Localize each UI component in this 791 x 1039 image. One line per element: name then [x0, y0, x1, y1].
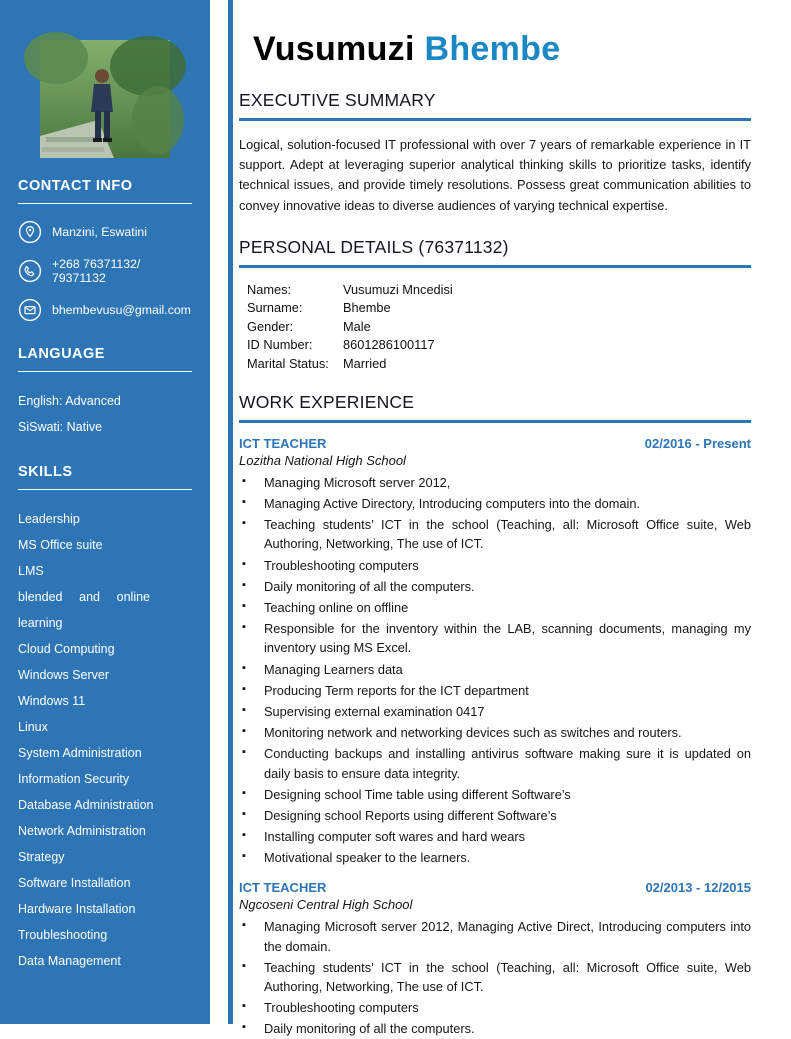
detail-label: Gender: — [247, 318, 294, 334]
list-item: Information Security — [18, 772, 130, 786]
skills-heading: SKILLS — [18, 464, 192, 490]
work-experience-heading: WORK EXPERIENCE — [239, 392, 751, 423]
job-header — [239, 436, 751, 451]
profile-photo-image — [40, 40, 170, 158]
job-bullet-list — [239, 917, 751, 1038]
table-row — [247, 356, 751, 371]
list-item: Data Management — [18, 954, 121, 968]
bullet-item: ▪ Managing Active Directory, Introducing computers into the domain. — [239, 494, 751, 513]
job-entry — [239, 880, 751, 1038]
detail-label: Marital Status: — [247, 355, 329, 371]
detail-value: Married — [343, 355, 387, 371]
list-item: Leadership — [18, 512, 80, 526]
bullet-item: ▪ Designing school Time table using different Software’s — [239, 785, 751, 804]
table-row — [247, 282, 751, 297]
detail-label: Surname: — [247, 300, 303, 316]
last-name: Bhembe — [424, 30, 561, 68]
bullet-item: ▪ Motivational speaker to the learners. — [239, 848, 751, 867]
list-item: Cloud Computing — [18, 642, 115, 656]
page-title — [239, 30, 751, 69]
detail-value: Bhembe — [343, 300, 391, 316]
job-dates: 02/2016 - Present — [644, 435, 751, 451]
table-row — [247, 337, 751, 352]
first-name: Vusumuzi — [253, 30, 415, 68]
detail-label: ID Number: — [247, 337, 313, 353]
detail-value: Vusumuzi Mncedisi — [343, 281, 453, 297]
list-item: Strategy — [18, 850, 65, 864]
contact-email-text: bhembevusu@gmail.com — [52, 303, 191, 317]
language-heading: LANGUAGE — [18, 346, 192, 372]
list-item: MS Office suite — [18, 538, 103, 552]
job-entry — [239, 436, 751, 868]
list-item: Network Administration — [18, 824, 146, 838]
bullet-item: ▪ Teaching students’ ICT in the school (Teaching, all: Microsoft Office suite, Web Authoring, Networking, The use of ICT. — [239, 958, 751, 996]
contact-location — [18, 220, 192, 244]
profile-photo — [40, 40, 170, 158]
contact-email — [18, 298, 192, 322]
job-title: ICT TEACHER — [239, 880, 327, 896]
bullet-item: ▪ Monitoring network and networking devices such as switches and routers. — [239, 723, 751, 742]
email-icon — [18, 298, 42, 322]
job-title: ICT TEACHER — [239, 435, 327, 451]
bullet-item: ▪ Teaching students’ ICT in the school (Teaching, all: Microsoft Office suite, Web Authoring, Networking, The use of ICT. — [239, 515, 751, 553]
executive-summary-text: Logical, solution-focused IT professional with over 7 years of remarkable experience in IT support. Adept at leveraging superior analytical thinking skills to prioritize tasks, identify technical issues, and provide timely resolutions. Possess great communication abilities to convey innovative ideas to diverse audiences of varying technical expertise. — [239, 137, 751, 213]
bullet-item: ▪ Designing school Reports using different Software’s — [239, 806, 751, 825]
list-item: SiSwati: Native — [18, 420, 103, 434]
bullet-item: ▪ Responsible for the inventory within the LAB, scanning documents, managing my inventory using MS Excel. — [239, 619, 751, 657]
job-bullet-list — [239, 473, 751, 868]
personal-details-table — [239, 282, 751, 371]
bullet-item: ▪ Teaching online on offline — [239, 598, 751, 617]
detail-value: Male — [343, 318, 371, 334]
skills-list — [18, 506, 192, 974]
list-item: Windows Server — [18, 668, 109, 682]
contact-heading: CONTACT INFO — [18, 178, 192, 204]
job-employer: Lozitha National High School — [239, 452, 406, 468]
list-item: Database Administration — [18, 798, 154, 812]
bullet-item: ▪ Troubleshooting computers — [239, 998, 751, 1017]
contact-section — [18, 178, 192, 322]
bullet-item: ▪ Installing computer soft wares and hard wears — [239, 827, 751, 846]
list-item: Windows 11 — [18, 694, 86, 708]
bullet-item: ▪ Daily monitoring of all the computers. — [239, 577, 751, 596]
table-row — [247, 319, 751, 334]
bullet-item: ▪ Managing Learners data — [239, 660, 751, 679]
contact-phone — [18, 257, 192, 285]
bullet-item: ▪ Managing Microsoft server 2012, Managing Active Direct, Introducing computers into the domain. — [239, 917, 751, 955]
list-item: Software Installation — [18, 876, 131, 890]
job-dates: 02/2013 - 12/2015 — [645, 880, 751, 896]
language-section — [18, 346, 192, 440]
location-pin-icon — [18, 220, 42, 244]
contact-location-text: Manzini, Eswatini — [52, 225, 147, 239]
contact-phone-text: +268 76371132/ 79371132 — [52, 257, 141, 285]
job-employer: Ngcoseni Central High School — [239, 897, 413, 913]
job-header — [239, 880, 751, 895]
detail-value: 8601286100117 — [343, 337, 435, 353]
list-item: System Administration — [18, 746, 142, 760]
personal-details-heading: PERSONAL DETAILS (76371132) — [239, 237, 751, 268]
skills-section — [18, 464, 192, 974]
bullet-item: ▪ Troubleshooting computers — [239, 556, 751, 575]
bullet-item: ▪ Conducting backups and installing antivirus software making sure it is updated on daily basis to ensure data integrity. — [239, 744, 751, 782]
detail-label: Names: — [247, 281, 292, 297]
list-item: Troubleshooting — [18, 928, 108, 942]
list-item: blended and online learning — [18, 590, 150, 630]
table-row — [247, 300, 751, 315]
bullet-item: ▪ Managing Microsoft server 2012, — [239, 473, 751, 492]
list-item: Hardware Installation — [18, 902, 136, 916]
phone-icon — [18, 259, 42, 283]
list-item: English: Advanced — [18, 394, 121, 408]
main-content — [233, 0, 791, 1037]
list-item: Linux — [18, 720, 48, 734]
language-list — [18, 388, 192, 440]
bullet-item: ▪ Producing Term reports for the ICT department — [239, 681, 751, 700]
sidebar-gap — [210, 0, 228, 1024]
bullet-item: ▪ Daily monitoring of all the computers. — [239, 1019, 751, 1038]
bullet-item: ▪ Supervising external examination 0417 — [239, 702, 751, 721]
sidebar — [0, 0, 210, 1024]
list-item: LMS — [18, 564, 44, 578]
executive-summary-heading: EXECUTIVE SUMMARY — [239, 90, 751, 121]
